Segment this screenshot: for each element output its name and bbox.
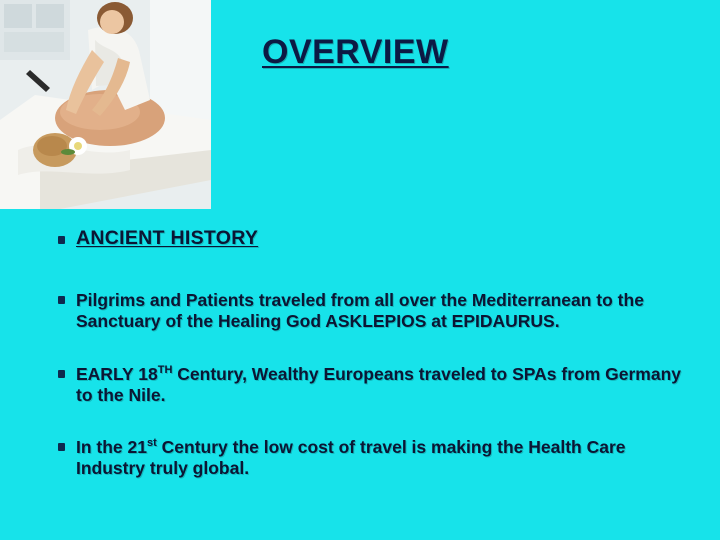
bullet-text: Pilgrims and Patients traveled from all over the Mediterranean to the Sanctuary of the Healing God ASKLEPIOS at EPIDAURUS. — [76, 290, 644, 331]
bullet-text-part: EARLY 18 — [76, 364, 158, 384]
bullet-square-icon — [58, 443, 65, 451]
superscript: TH — [157, 364, 173, 377]
bullet-text-part: Century the low cost of travel is making the Health Care Industry truly global. — [76, 437, 626, 478]
bullet-text-part: In the 21 — [76, 437, 147, 457]
bullet-square-icon — [58, 296, 65, 304]
bullet-heading: ANCIENT HISTORY — [76, 227, 259, 249]
bullet-text — [76, 437, 696, 479]
spa-massage-photo — [0, 0, 211, 209]
bullet-square-icon — [58, 370, 65, 378]
bullet-text-part: Century, Wealthy Europeans traveled to SPAs from Germany to the Nile. — [76, 364, 682, 405]
bullet-text — [76, 364, 696, 406]
bullet-square-icon — [58, 236, 65, 244]
slide-title: OVERVIEW — [262, 33, 449, 71]
superscript: st — [147, 437, 157, 450]
